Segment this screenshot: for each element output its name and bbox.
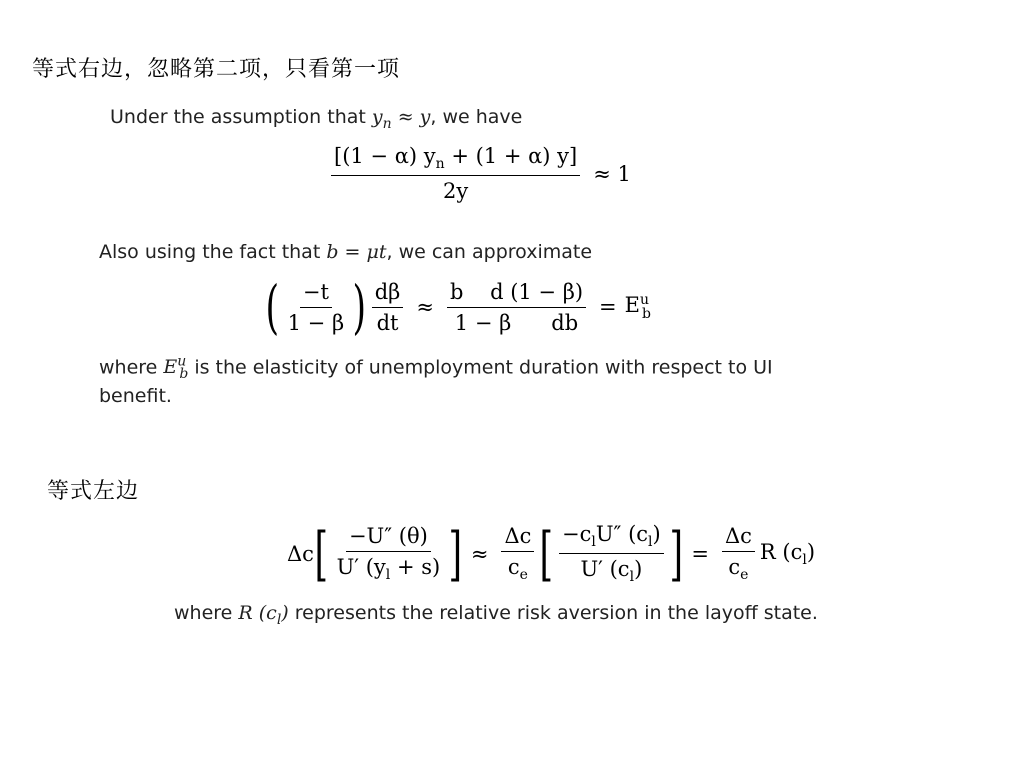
approx-text-before: Also using the fact that (99, 241, 327, 263)
elasticity-symbol: $E^u_b$ (624, 292, 651, 322)
frac-t: $\frac{-t}{1 - \beta}$ (287, 279, 345, 335)
assumption-text (110, 106, 522, 132)
ratio-fraction: $\frac{[(1 - \alpha) y_n + (1 + \alpha) y]}{2y}$ (331, 144, 580, 203)
assumption-text-after: , we have (430, 106, 523, 128)
approx-text (99, 241, 592, 263)
frac-dc-ce-2: $\frac{\Delta c}{c_e}$ (722, 524, 755, 583)
heading-right-side: 等式右边，忽略第二项，只看第一项 (32, 57, 401, 82)
risk-aversion-text (174, 602, 818, 628)
approx-math: b = μt (326, 241, 387, 263)
elasticity-desc: is the elasticity of unemployment duration with respect to UI (188, 356, 773, 379)
frac-cl: $\frac{-c_lU'' (c_l)}{U' (c_l)}$ (559, 522, 664, 585)
frac-dbeta-dt: $\frac{d\beta}{dt}$ (372, 280, 404, 335)
elasticity-text (99, 354, 773, 382)
elasticity-text-line2: benefit. (99, 385, 172, 407)
equation-elasticity: ( $\frac{-t}{1 - \beta}$ ) $\frac{d\beta}{dt}$ ≈ $\frac{\text{b d (1 − β)}}{\text{1 − β db}}$ = $E^u_b$ (265, 273, 651, 341)
frac-dc-ce-1: $\frac{\Delta c}{c_e}$ (501, 524, 534, 583)
risk-desc: represents the relative risk aversion in the layoff state. (288, 602, 818, 624)
elasticity-where: where (99, 356, 164, 379)
frac-b: $\frac{\text{b d (1 − β)}}{\text{1 − β db}}$ (447, 280, 586, 335)
risk-math: R $(c_l)$ (238, 602, 289, 628)
heading-left-side: 等式左边 (47, 479, 140, 504)
equation-ratio: $\frac{[(1 - \alpha) y_n + (1 + \alpha) y]}{2y}$ ≈ 1 (326, 144, 639, 203)
assumption-math: $y_n \approx y$ (371, 106, 431, 132)
risk-where: where (174, 602, 239, 624)
equation-risk-aversion: Δ c [ $\frac{-U'' (\theta)}{U' (y_l + s)}$ ] ≈ $\frac{\Delta c}{c_e}$ [ $\frac{-c_lU'' (c_l)}{U' (c_l)}$ ] = $\frac{\Delta c}{c_e}$ R $(c_l)$ (287, 519, 816, 588)
approx-text-after: , we can approximate (386, 241, 593, 263)
elasticity-math: $E^u_b$ (163, 354, 189, 383)
frac-U: $\frac{-U'' (\theta)}{U' (y_l + s)}$ (336, 524, 441, 584)
assumption-text-before: Under the assumption that (110, 106, 372, 128)
